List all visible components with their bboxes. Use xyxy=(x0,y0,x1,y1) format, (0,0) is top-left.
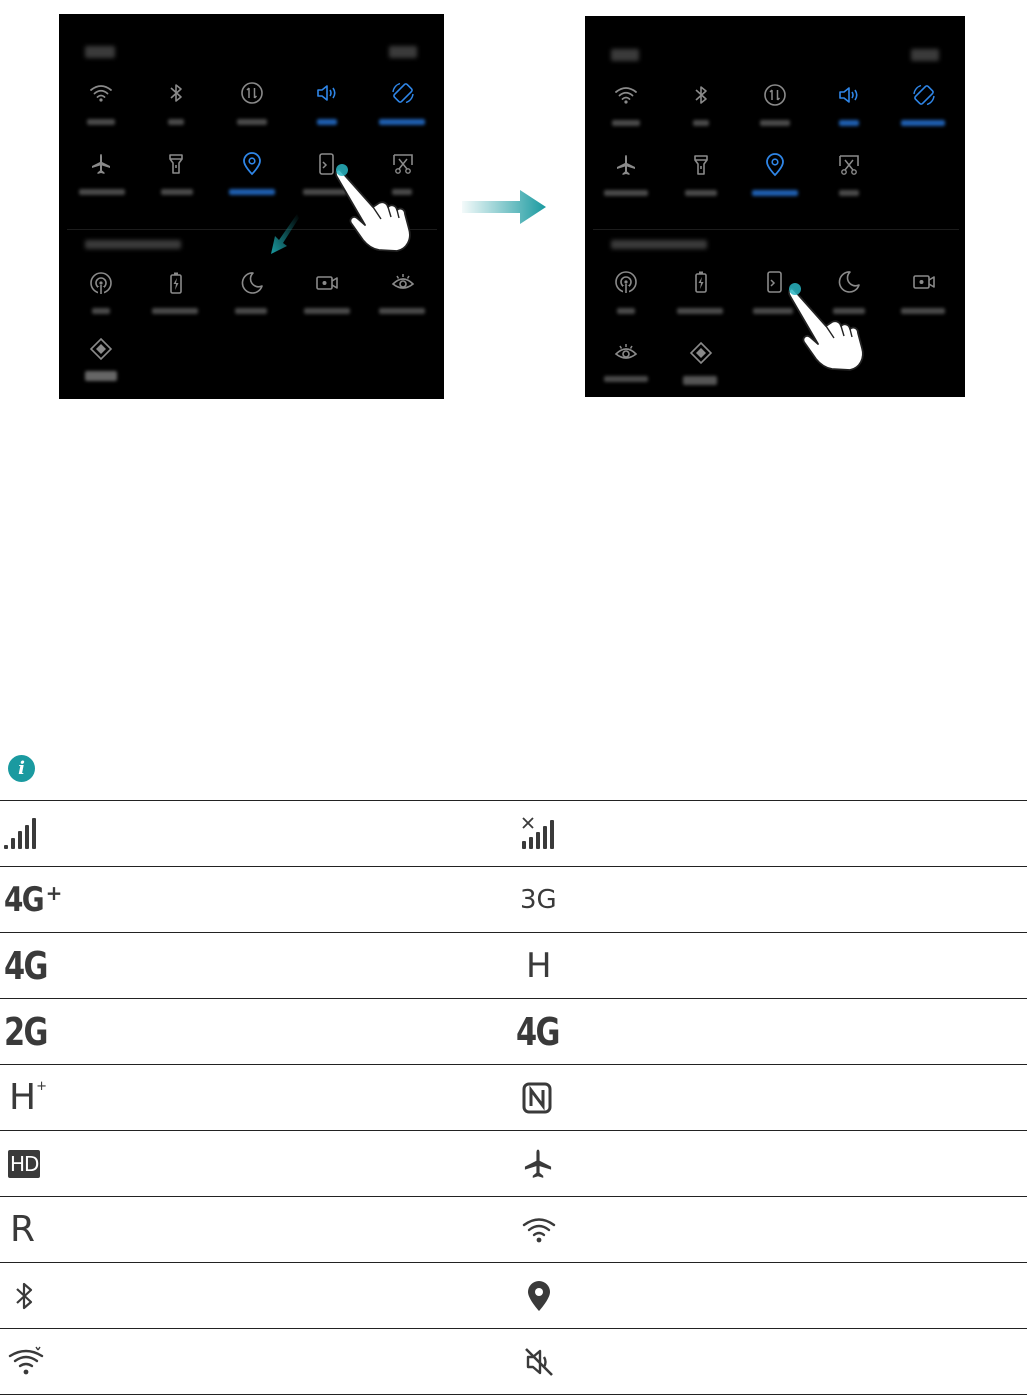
screenshot-icon[interactable] xyxy=(836,152,862,178)
3g-text: 3G xyxy=(520,884,557,915)
4g-icon xyxy=(4,933,58,998)
tile-label-blurred xyxy=(237,119,267,125)
bluetooth-icon[interactable] xyxy=(688,82,714,108)
h-plus-text: H xyxy=(9,1077,37,1118)
sound-icon[interactable] xyxy=(836,82,862,108)
wifi-icon[interactable] xyxy=(88,80,114,106)
hotspot-icon[interactable] xyxy=(613,269,639,295)
location-status-icon xyxy=(520,1263,558,1328)
nfc-icon xyxy=(520,1065,554,1130)
no-signal-icon xyxy=(520,801,560,866)
location-icon[interactable] xyxy=(762,152,788,178)
location-icon[interactable] xyxy=(239,151,265,177)
tile-label-blurred xyxy=(752,190,798,196)
flashlight-icon[interactable] xyxy=(163,151,189,177)
tile-label-blurred xyxy=(839,190,859,196)
tile-label-blurred xyxy=(604,376,648,382)
2g-icon xyxy=(4,999,58,1064)
wifi-calling-icon xyxy=(4,1329,48,1394)
tile-label-blurred xyxy=(901,120,945,126)
4g-alt-icon xyxy=(516,999,570,1064)
table-row xyxy=(0,1196,1027,1262)
tile-label-blurred xyxy=(760,120,790,126)
sound-icon[interactable] xyxy=(314,80,340,106)
huawei-share-icon[interactable] xyxy=(688,340,714,366)
tile-label-blurred xyxy=(152,308,198,314)
tile-label-blurred xyxy=(161,189,193,195)
table-row xyxy=(0,1064,1027,1130)
tile-label-blurred xyxy=(839,120,859,126)
4g-plus-icon xyxy=(4,867,62,932)
auto-rotate-icon[interactable] xyxy=(911,82,937,108)
tile-label-blurred xyxy=(612,120,640,126)
roaming-text: R xyxy=(10,1209,36,1250)
tile-label-blurred xyxy=(168,119,184,125)
info-icon: i xyxy=(8,755,35,782)
hotspot-icon[interactable] xyxy=(88,270,114,296)
tile-label-blurred xyxy=(87,119,115,125)
roaming-icon xyxy=(4,1197,35,1262)
status-icon-table xyxy=(0,800,1027,1395)
tile-label-blurred xyxy=(617,308,635,314)
table-row xyxy=(0,866,1027,932)
drag-direction-arrow xyxy=(269,212,301,261)
section-title-blurred xyxy=(85,240,181,249)
table-row xyxy=(0,800,1027,866)
tile-label-blurred xyxy=(693,120,709,126)
mobile-data-icon[interactable] xyxy=(762,82,788,108)
bluetooth-status-icon xyxy=(4,1263,44,1328)
hd-text: HD xyxy=(10,1151,39,1176)
4g-plus-sup: + xyxy=(45,880,63,905)
eye-comfort-icon[interactable] xyxy=(390,270,416,296)
3g-icon xyxy=(520,867,557,932)
tile-label-blurred xyxy=(317,119,337,125)
screen-recorder-icon[interactable] xyxy=(314,270,340,296)
tile-label-blurred xyxy=(604,190,648,196)
wifi-status-icon xyxy=(520,1197,558,1262)
tile-label-blurred xyxy=(304,308,350,314)
section-title-blurred xyxy=(611,240,707,249)
quick-settings-panel-before xyxy=(59,14,444,399)
table-row xyxy=(0,1328,1027,1395)
hd-icon xyxy=(4,1131,40,1196)
tile-label-blurred xyxy=(683,376,717,385)
mobile-data-icon[interactable] xyxy=(239,80,265,106)
tile-label-blurred xyxy=(685,190,717,196)
tile-label-blurred xyxy=(677,308,723,314)
pointing-hand-icon xyxy=(780,274,870,374)
transition-arrow-icon xyxy=(462,188,548,231)
panel-title-blurred xyxy=(85,46,115,58)
power-saving-icon[interactable] xyxy=(688,269,714,295)
h-text: H xyxy=(526,945,552,986)
quick-settings-panel-after xyxy=(585,16,965,397)
edit-button-blurred[interactable] xyxy=(389,46,417,58)
tile-label-blurred xyxy=(92,308,110,314)
table-row xyxy=(0,998,1027,1064)
pointing-hand-icon xyxy=(327,155,417,255)
table-row xyxy=(0,1262,1027,1328)
tile-label-blurred xyxy=(229,189,275,195)
flashlight-icon[interactable] xyxy=(688,152,714,178)
silent-mode-icon xyxy=(520,1329,558,1394)
tile-label-blurred xyxy=(379,308,425,314)
eye-comfort-icon[interactable] xyxy=(613,340,639,366)
4g-text: 4G xyxy=(4,943,47,988)
h-plus-sup: + xyxy=(36,1079,47,1094)
section-divider xyxy=(593,229,959,230)
bluetooth-icon[interactable] xyxy=(163,80,189,106)
tile-label-blurred xyxy=(379,119,425,125)
airplane-icon[interactable] xyxy=(613,152,639,178)
tile-label-blurred xyxy=(235,308,267,314)
2g-text: 2G xyxy=(4,1009,47,1054)
auto-rotate-icon[interactable] xyxy=(390,80,416,106)
airplane-mode-icon xyxy=(520,1131,556,1196)
power-saving-icon[interactable] xyxy=(163,270,189,296)
h-icon xyxy=(520,933,552,998)
h-plus-icon xyxy=(4,1065,47,1130)
panel-title-blurred xyxy=(611,49,639,61)
signal-strength-icon xyxy=(4,801,40,866)
table-row xyxy=(0,932,1027,998)
screen-recorder-icon[interactable] xyxy=(911,269,937,295)
tile-label-blurred xyxy=(79,189,125,195)
tile-label-blurred xyxy=(901,308,945,314)
huawei-share-icon[interactable] xyxy=(88,336,114,362)
4g-plus-text: 4G xyxy=(4,879,44,920)
do-not-disturb-icon[interactable] xyxy=(239,270,265,296)
edit-button-blurred[interactable] xyxy=(911,49,939,61)
tile-label-blurred xyxy=(85,371,117,381)
4g-alt-text: 4G xyxy=(516,1009,559,1054)
table-row xyxy=(0,1130,1027,1196)
airplane-icon[interactable] xyxy=(88,151,114,177)
wifi-icon[interactable] xyxy=(613,82,639,108)
